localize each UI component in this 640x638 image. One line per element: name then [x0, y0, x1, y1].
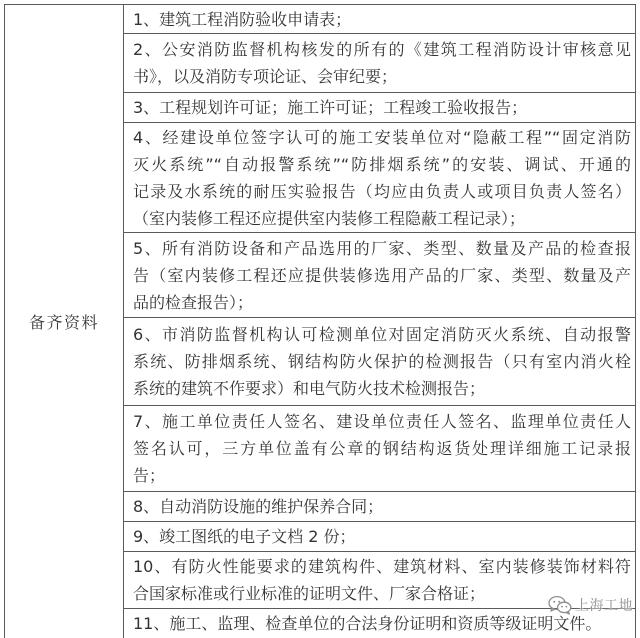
requirement-line: 灭火系统”“自动报警系统”“防排烟系统”的安装、调试、开通的	[133, 154, 631, 174]
requirement-line: 9、竣工图纸的电子文档 2 份；	[133, 527, 356, 546]
requirement-row	[124, 233, 635, 318]
requirements-column	[124, 5, 635, 638]
requirement-line: 系统、防排烟系统、钢结构防火保护的检测报告（只有室内消火栓	[133, 352, 631, 371]
requirement-row	[124, 123, 635, 233]
requirement-line: 6、市消防监督机构认可检测单位对固定消防灭火系统、自动报警	[133, 325, 631, 344]
wechat-icon	[548, 595, 572, 615]
requirement-line: 4、经建设单位签字认可的施工安装单位对“隐蔽工程”“固定消防	[133, 127, 631, 147]
category-label: 备齐资料	[28, 313, 99, 332]
watermark-text: 上海工地	[575, 598, 633, 614]
requirement-line: 1、建筑工程消防验收申请表；	[133, 9, 352, 29]
requirement-line: 系统的建筑不作要求）和电气防火技术检测报告；	[133, 379, 486, 398]
requirements-table	[4, 4, 636, 638]
requirement-line: 记录及水系统的耐压实验报告（均应由负责人或项目负责人签名）	[133, 181, 631, 201]
category-cell	[5, 5, 124, 638]
requirement-line: 2、公安消防监督机构核发的所有的《建筑工程消防设计审核意见	[133, 40, 631, 59]
requirement-row	[124, 5, 635, 34]
requirement-row	[124, 492, 635, 522]
requirement-line: 8、自动消防设施的维护保养合同；	[133, 497, 384, 516]
requirement-line: 合国家标准或行业标准的证明文件、厂家合格证；	[133, 584, 486, 603]
requirement-line: 告；	[133, 466, 166, 485]
requirement-row	[124, 522, 635, 552]
requirement-line: 告（室内装修工程还应提供装修选用产品的厂家、类型、数量及产	[133, 265, 631, 285]
requirement-line: 3、工程规划许可证；施工许可证；工程竣工验收报告；	[133, 98, 528, 117]
requirement-line: 11、施工、监理、检查单位的合法身份证明和资质等级证明文件。	[133, 614, 602, 633]
requirement-line: 签名认可，三方单位盖有公章的钢结构返货处理详细施工记录报	[133, 439, 631, 458]
requirement-line: 书》，以及消防专项论证、会审纪要；	[133, 67, 398, 86]
requirement-line: 品的检查报告）；	[133, 292, 254, 312]
requirement-line: 5、所有消防设备和产品选用的厂家、类型、数量及产品的检查报	[133, 238, 631, 258]
requirement-line: 10、有防火性能要求的建筑构件、建筑材料、室内装修装饰材料符	[133, 557, 631, 576]
requirement-row	[124, 34, 635, 93]
watermark	[548, 595, 633, 615]
requirement-line: （室内装修工程还应提供室内装修工程隐蔽工程记录）；	[133, 208, 526, 228]
requirement-row	[124, 318, 635, 406]
requirement-line: 7、施工单位责任人签名、建设单位责任人签名、监理单位责任人	[133, 412, 631, 431]
requirement-row	[124, 93, 635, 123]
requirement-row	[124, 406, 635, 492]
